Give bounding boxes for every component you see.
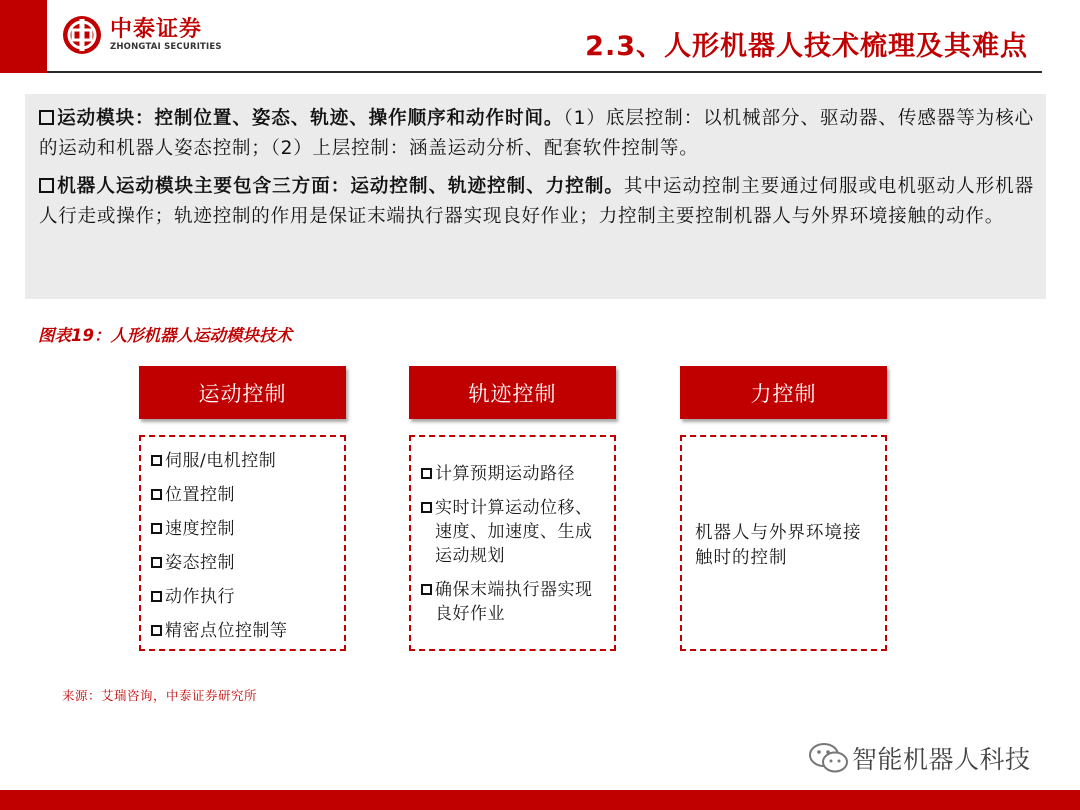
source-note: 来源：艾瑞咨询，中泰证券研究所	[62, 688, 258, 703]
paragraph-2-body: 其中运动控制主要通过伺服或电机驱动人形机器人行走或操作；轨迹控制的作用是保证末端执行器实现良好作业；力控制主要控制机器人与外界环境接触的动作。	[39, 176, 1035, 227]
company-logo	[62, 15, 222, 55]
footer-bar	[0, 790, 1080, 810]
list-item: 伺服/电机控制	[151, 449, 338, 473]
list-item: 计算预期运动路径	[421, 462, 608, 486]
logo-english-name: ZHONGTAI SECURITIES	[110, 41, 222, 52]
motion-control-header: 运动控制	[139, 366, 346, 419]
summary-box	[25, 94, 1046, 299]
list-item: 精密点位控制等	[151, 619, 338, 643]
wechat-watermark	[808, 740, 1031, 776]
force-control-header: 力控制	[680, 366, 887, 419]
figure-caption: 图表19：人形机器人运动模块技术	[38, 326, 292, 345]
zhongtai-logo-icon	[62, 15, 102, 55]
trajectory-control-header: 轨迹控制	[409, 366, 616, 419]
summary-paragraph-three-aspects	[39, 172, 1034, 232]
header-divider	[47, 71, 1042, 73]
list-item: 动作执行	[151, 585, 338, 609]
logo-chinese-name: 中泰证券	[110, 16, 203, 42]
list-item: 姿态控制	[151, 551, 338, 575]
motion-control-box	[139, 435, 346, 651]
list-item: 速度控制	[151, 517, 338, 541]
square-bullet-icon	[39, 110, 54, 125]
force-control-description: 机器人与外界环境接触时的控制	[695, 523, 862, 568]
trajectory-control-list	[421, 462, 608, 626]
motion-control-list	[151, 449, 338, 643]
list-item: 实时计算运动位移、速度、加速度、生成运动规划	[421, 496, 608, 568]
list-item: 确保末端执行器实现良好作业	[421, 578, 608, 626]
watermark-text: 智能机器人科技	[852, 745, 1031, 774]
list-item: 位置控制	[151, 483, 338, 507]
trajectory-control-box	[409, 435, 616, 651]
paragraph-2-heading: 机器人运动模块主要包含三方面：运动控制、轨迹控制、力控制。	[57, 176, 624, 197]
paragraph-1-heading: 运动模块：控制位置、姿态、轨迹、操作顺序和动作时间。	[57, 108, 564, 129]
force-control-box	[680, 435, 887, 651]
header-corner-bar	[0, 0, 47, 73]
wechat-icon	[808, 741, 850, 775]
paragraph-1-body: （1）底层控制：以机械部分、驱动器、传感器等为核心的运动和机器人姿态控制；（2）上层控制：涵盖运动分析、配套软件控制等。	[39, 108, 1034, 159]
square-bullet-icon	[39, 178, 54, 193]
slide-title: 2.3、人形机器人技术梳理及其难点	[585, 31, 1028, 62]
summary-paragraph-motion-module	[39, 104, 1034, 164]
